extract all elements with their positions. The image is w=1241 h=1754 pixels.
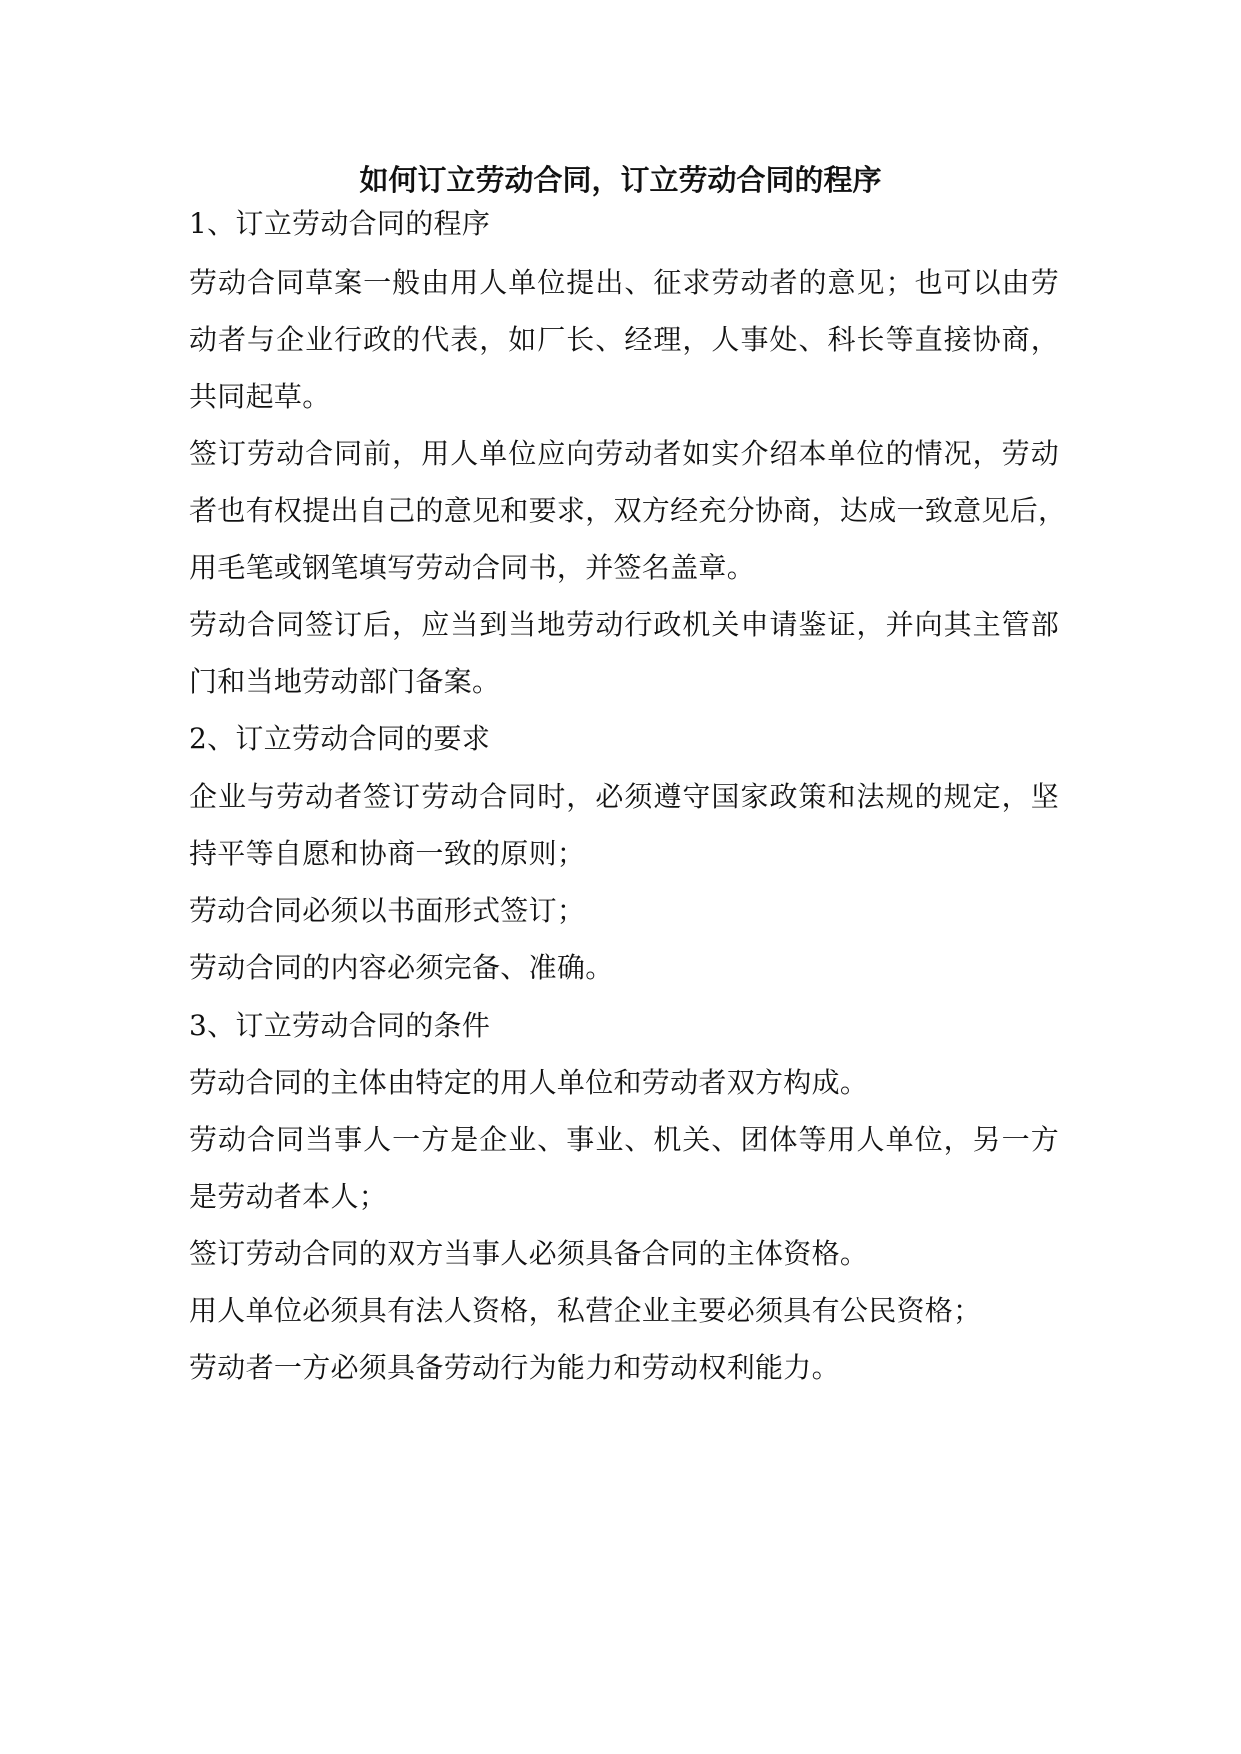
heading-2: 2、订立劳动合同的要求 (189, 722, 491, 755)
paragraph-line: 企业与劳动者签订劳动合同时，必须遵守国家政策和法规的规定，坚 (189, 780, 1059, 813)
paragraph-line: 者也有权提出自己的意见和要求，双方经充分协商，达成一致意见后， (189, 494, 1067, 527)
paragraph-line: 劳动合同的内容必须完备、准确。 (189, 951, 614, 984)
paragraph-line: 劳动合同草案一般由用人单位提出、征求劳动者的意见；也可以由劳 (189, 266, 1059, 299)
paragraph-line: 用人单位必须具有法人资格，私营企业主要必须具有公民资格； (189, 1294, 982, 1327)
paragraph-line: 持平等自愿和协商一致的原则； (189, 837, 586, 870)
paragraph-line: 动者与企业行政的代表，如厂长、经理，人事处、科长等直接协商， (189, 323, 1059, 356)
page-title: 如何订立劳动合同，订立劳动合同的程序 (359, 163, 882, 197)
document-body (189, 0, 1067, 1754)
paragraph-line: 劳动合同的主体由特定的用人单位和劳动者双方构成。 (189, 1066, 869, 1099)
paragraph-line: 签订劳动合同的双方当事人必须具备合同的主体资格。 (189, 1237, 869, 1270)
heading-1: 1、订立劳动合同的程序 (189, 207, 491, 240)
paragraph-line: 劳动合同签订后，应当到当地劳动行政机关申请鉴证，并向其主管部 (189, 608, 1059, 641)
paragraph-line: 是劳动者本人； (189, 1180, 388, 1213)
paragraph-line: 共同起草。 (189, 380, 331, 413)
heading-3: 3、订立劳动合同的条件 (189, 1009, 491, 1042)
paragraph-line: 门和当地劳动部门备案。 (189, 665, 501, 698)
paragraph-line: 劳动合同必须以书面形式签订； (189, 894, 586, 927)
paragraph-line: 用毛笔或钢笔填写劳动合同书，并签名盖章。 (189, 551, 756, 584)
paragraph-line: 签订劳动合同前，用人单位应向劳动者如实介绍本单位的情况，劳动 (189, 437, 1059, 470)
paragraph-line: 劳动合同当事人一方是企业、事业、机关、团体等用人单位，另一方 (189, 1123, 1059, 1156)
paragraph-line: 劳动者一方必须具备劳动行为能力和劳动权利能力。 (189, 1351, 840, 1384)
